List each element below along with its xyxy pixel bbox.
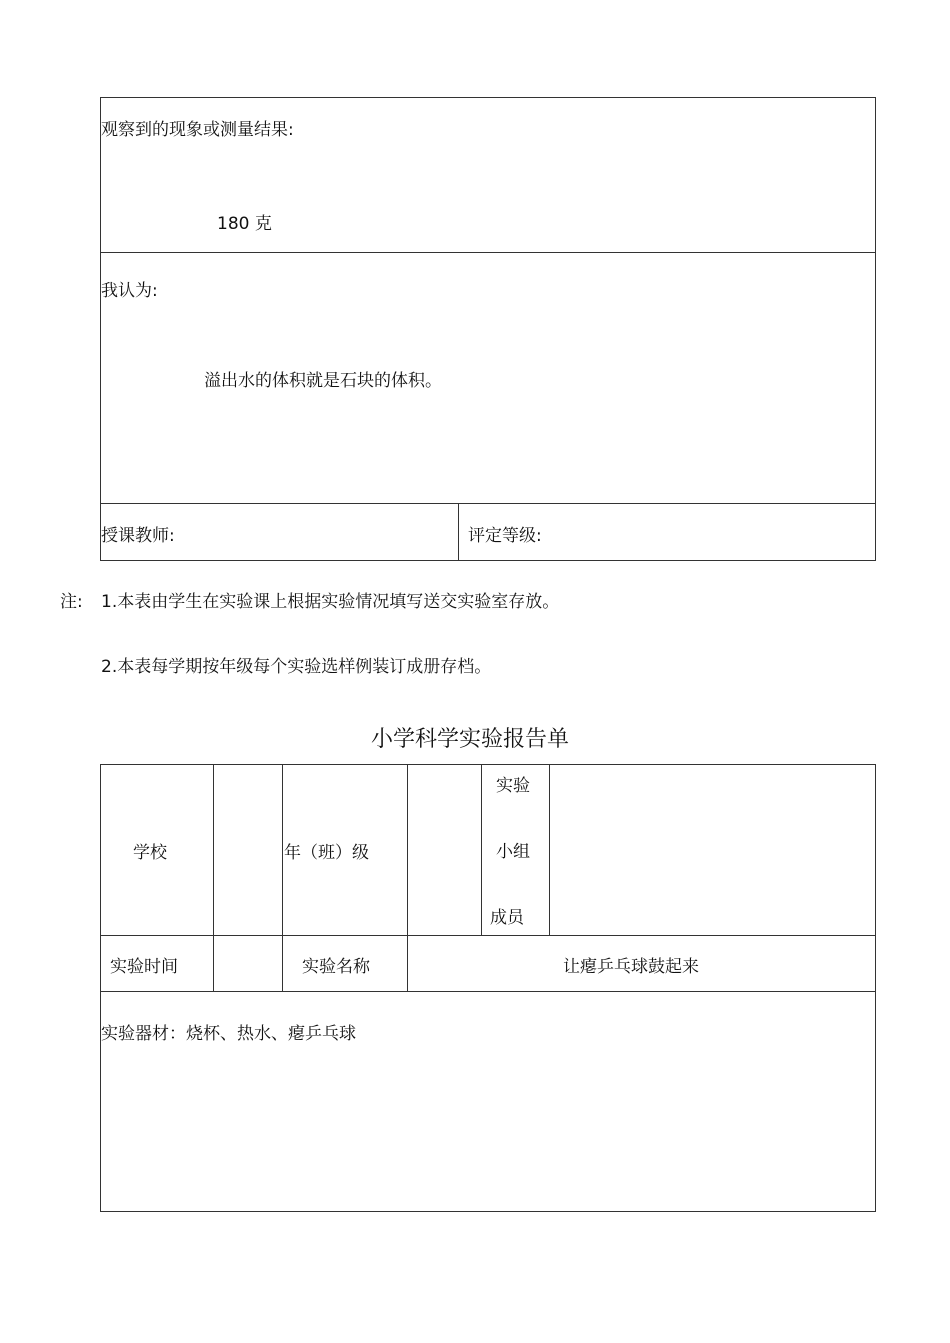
class-label: 年（班）级: [284, 843, 369, 863]
table-divider: [458, 503, 459, 560]
observation-table: [100, 97, 876, 561]
note-prefix: 注:: [60, 592, 83, 612]
grade-label: 评定等级:: [468, 526, 542, 546]
observation-label: 观察到的现象或测量结果:: [101, 120, 294, 140]
group-label-line2: 小组: [496, 842, 530, 862]
observation-value: 180 克: [217, 214, 272, 234]
time-label: 实验时间: [110, 957, 178, 977]
opinion-value: 溢出水的体积就是石块的体积。: [204, 371, 442, 391]
table-divider: [282, 764, 283, 992]
report-title: 小学科学实验报告单: [371, 727, 570, 752]
group-label-line3: 成员: [490, 908, 524, 928]
table-divider: [100, 503, 876, 504]
materials-text: 实验器材：烧杯、热水、瘪乒乓球: [101, 1024, 356, 1044]
experiment-name-value: 让瘪乒乓球鼓起来: [563, 957, 699, 977]
table-divider: [100, 991, 876, 992]
table-divider: [100, 252, 876, 253]
report-table: [100, 764, 876, 1212]
table-divider: [407, 764, 408, 992]
table-divider: [213, 764, 214, 992]
teacher-label: 授课教师:: [101, 526, 175, 546]
group-label-line1: 实验: [496, 776, 530, 796]
table-divider: [100, 935, 876, 936]
table-divider: [549, 764, 550, 936]
experiment-name-label: 实验名称: [302, 957, 370, 977]
table-divider: [481, 764, 482, 936]
note-2: 2.本表每学期按年级每个实验选样例装订成册存档。: [101, 657, 492, 677]
school-label: 学校: [133, 843, 167, 863]
note-1: 1.本表由学生在实验课上根据实验情况填写送交实验室存放。: [101, 592, 560, 612]
opinion-label: 我认为:: [101, 281, 158, 301]
